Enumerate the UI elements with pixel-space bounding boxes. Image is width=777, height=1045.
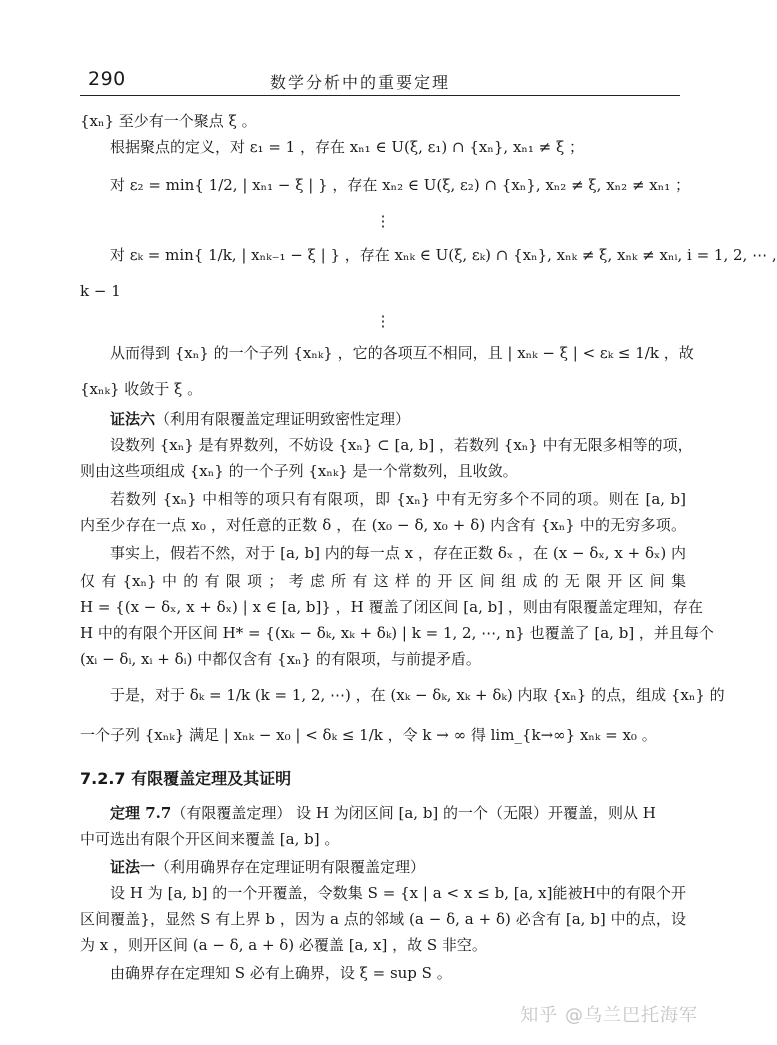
text-line-9: 则由这些项组成 {xₙ} 的一个子列 {xₙₖ} 是一个常数列，且收敛。 [80, 462, 518, 480]
proof-subtitle: （利用有限覆盖定理证明致密性定理） [155, 410, 411, 428]
text-line-2: 根据聚点的定义，对 ε₁ = 1 ，存在 xₙ₁ ∈ U(ξ, ε₁) ∩ {xₙ}, xₙ₁ ≠ ξ ； [110, 138, 585, 156]
text-line-8: 设数列 {xₙ} 是有界数列，不妨设 {xₙ} ⊂ [a, b] ，若数列 {xₙ} 中有无限多相等的项， [110, 436, 693, 454]
text-line-11: 内至少存在一点 x₀ ，对任意的正数 δ ，在 (x₀ − δ, x₀ + δ) 内含有 {xₙ} 中的无穷多项。 [80, 516, 686, 534]
text-line-1: {xₙ} 至少有一个聚点 ξ 。 [80, 112, 257, 130]
proof-subtitle: （利用确界存在定理证明有限覆盖定理） [155, 858, 426, 876]
theorem-label: 定理 7.7 [110, 804, 172, 822]
text-line-15: H 中的有限个开区间 H* = {(xₖ − δₖ, xₖ + δₖ) | k = 1, 2, ⋯, n} 也覆盖了 [a, b] ，并且每个 [80, 624, 714, 642]
text-line-4: 对 εₖ = min{ 1/k, | xₙₖ₋₁ − ξ | } ，存在 xₙₖ ∈ U(ξ, εₖ) ∩ {xₙ}, xₙₖ ≠ ξ, xₙₖ ≠ xₙᵢ, i = 1, 2, ⋯ , [110, 246, 777, 264]
text-line-19: 中可选出有限个开区间来覆盖 [a, b] 。 [80, 830, 340, 848]
page-header [0, 50, 720, 98]
proof-heading-6 [110, 410, 686, 428]
theorem-statement [110, 804, 686, 822]
text-line-22: 为 x ，则开区间 (a − δ, a + δ) 必覆盖 [a, x] ，故 S 非空。 [80, 936, 487, 954]
text-line-17: 于是，对于 δₖ = 1/k (k = 1, 2, ⋯) ，在 (xₖ − δₖ, xₖ + δₖ) 内取 {xₙ} 的点，组成 {xₙ} 的 [110, 686, 725, 704]
header-rule [80, 95, 680, 96]
theorem-text: （有限覆盖定理） 设 H 为闭区间 [a, b] 的一个（无限）开覆盖，则从 H [171, 804, 656, 822]
text-line-18: 一个子列 {xₙₖ} 满足 | xₙₖ − x₀ | < δₖ ≤ 1/k ，令 k → ∞ 得 lim_{k→∞} xₙₖ = x₀ 。 [80, 726, 657, 744]
text-line-21: 区间覆盖}，显然 S 有上界 b ，因为 a 点的邻域 (a − δ, a + δ) 必含有 [a, b] 中的点，设 [80, 910, 686, 928]
text-line-16: (xᵢ − δᵢ, xᵢ + δᵢ) 中都仅含有 {xₙ} 的有限项，与前提矛盾。 [80, 650, 481, 668]
text-line-6: 从而得到 {xₙ} 的一个子列 {xₙₖ} ，它的各项互不相同，且 | xₙₖ − ξ | < εₖ ≤ 1/k ，故 [110, 344, 694, 362]
running-title: 数学分析中的重要定理 [269, 73, 450, 92]
text-line-10: 若数列 {xₙ} 中相等的项只有有限项，即 {xₙ} 中有无穷多个不同的项。则在 [a, b] [110, 490, 686, 508]
vertical-ellipsis-1: ⋮ [375, 212, 391, 230]
proof-heading-1 [110, 858, 686, 876]
text-line-3: 对 ε₂ = min{ 1/2, | xₙ₁ − ξ | } ，存在 xₙ₂ ∈ U(ξ, ε₂) ∩ {xₙ}, xₙ₂ ≠ ξ, xₙ₂ ≠ xₙ₁ ； [110, 176, 691, 194]
proof-label: 证法六 [110, 410, 156, 428]
text-line-13: 仅 有 {xₙ} 中 的 有 限 项 ； 考 虑 所 有 这 样 的 开 区 间 组 成 的 无 限 开 区 间 集 [80, 572, 686, 590]
text-line-20: 设 H 为 [a, b] 的一个开覆盖，令数集 S = {x | a < x ≤ b, [a, x]能被H中的有限个开 [110, 884, 686, 902]
vertical-ellipsis-2: ⋮ [375, 312, 391, 330]
text-line-14: H = {(x − δₓ, x + δₓ) | x ∈ [a, b]} ，H 覆盖了闭区间 [a, b] ，则由有限覆盖定理知，存在 [80, 598, 703, 616]
proof-label: 证法一 [110, 858, 156, 876]
watermark: 知乎 @乌兰巴托海军 [520, 1005, 698, 1026]
text-line-7: {xₙₖ} 收敛于 ξ 。 [80, 380, 203, 398]
section-heading: 7.2.7 有限覆盖定理及其证明 [80, 769, 292, 788]
text-line-12: 事实上，假若不然，对于 [a, b] 内的每一点 x ，存在正数 δₓ ，在 (x − δₓ, x + δₓ) 内 [110, 544, 686, 562]
text-line-5: k − 1 [80, 282, 121, 300]
text-line-23: 由确界存在定理知 S 必有上确界，设 ξ = sup S 。 [110, 964, 452, 982]
page-number: 290 [88, 68, 126, 90]
